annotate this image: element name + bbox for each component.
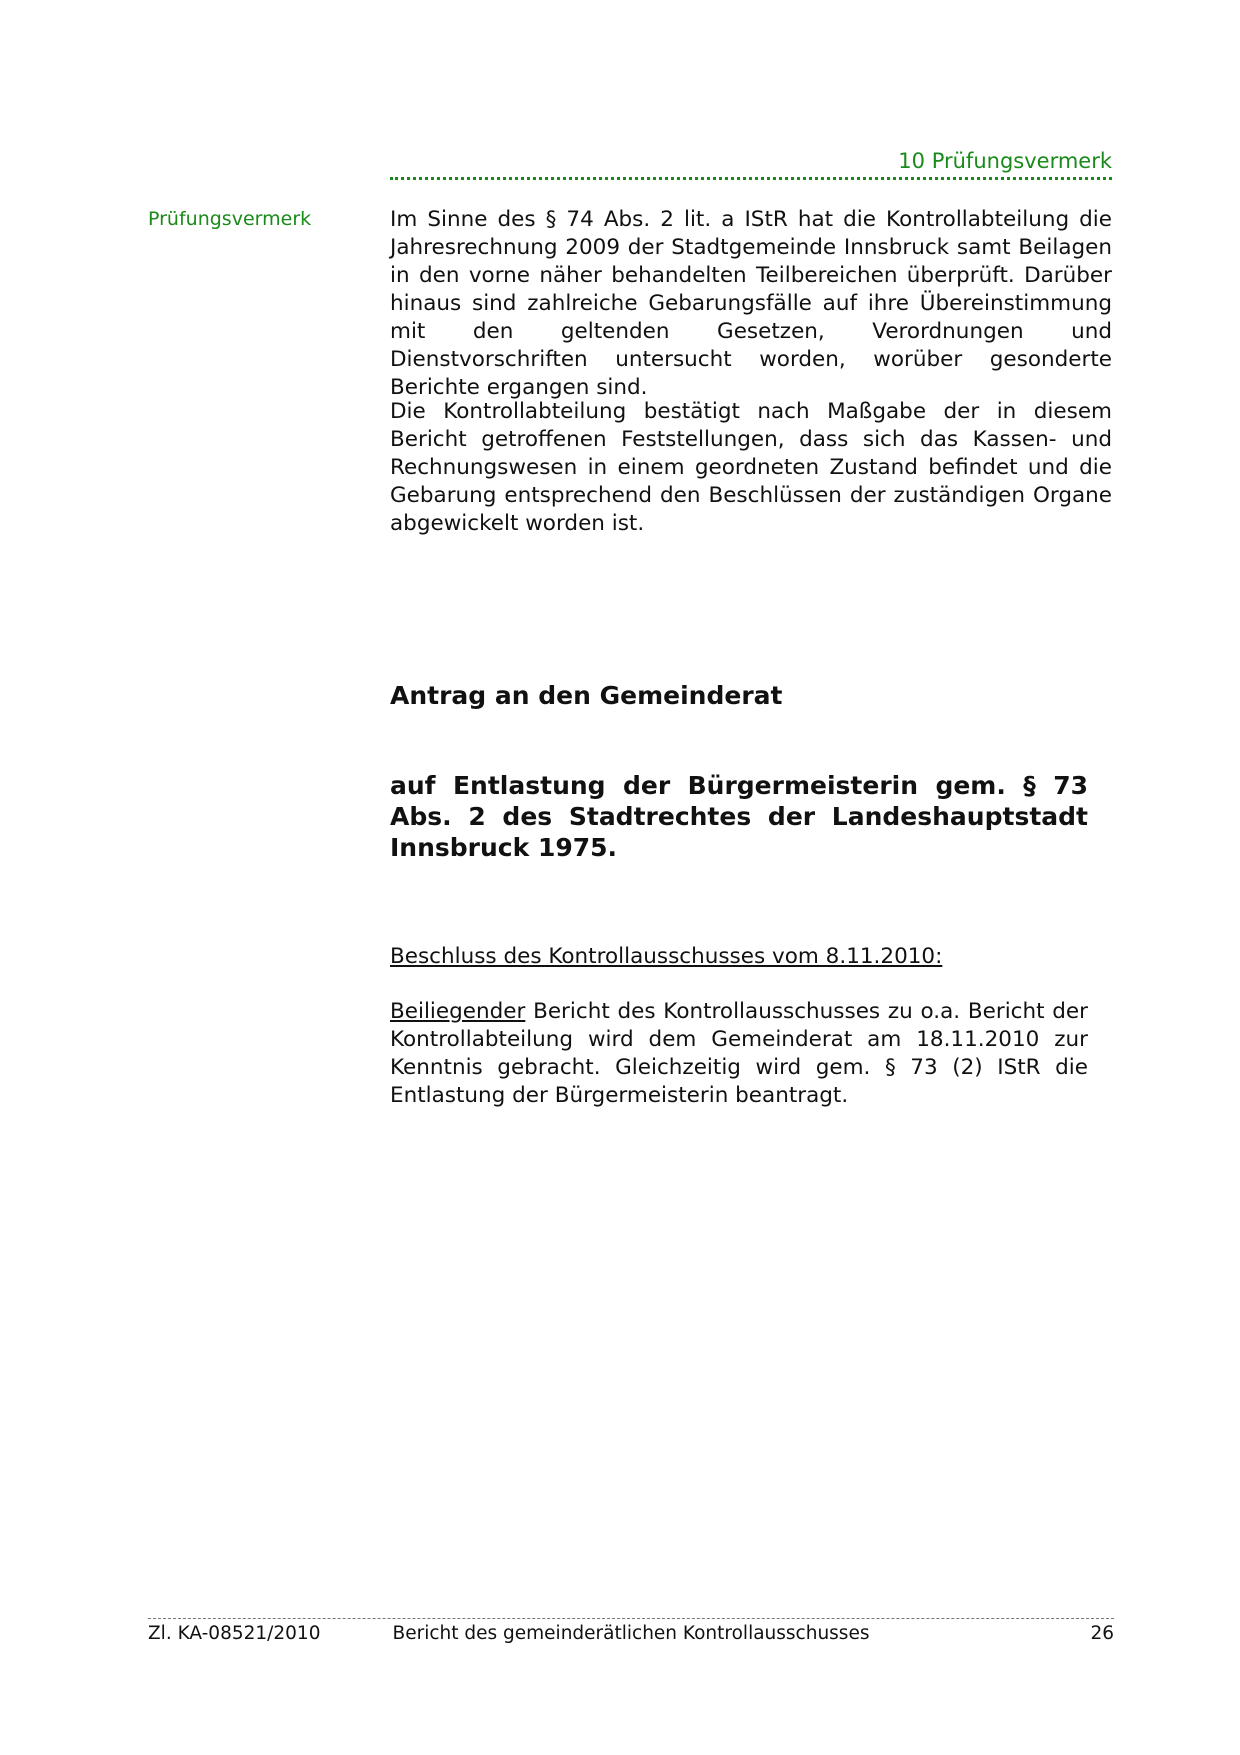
antrag-subheading: auf Entlastung der Bürgermeisterin gem. § 73 Abs. 2 des Stadtrechtes der Landeshauptstadt Innsbruck 1975. [390,771,1088,862]
beschluss-lead-word: Beiliegender [390,999,526,1024]
footer-reference-number: Zl. KA-08521/2010 [148,1623,321,1644]
paragraph-pruefung: Im Sinne des § 74 Abs. 2 lit. a IStR hat die Kontrollabteilung die Jahresrechnung 2009 der Stadtgemeinde Innsbruck samt Beilagen in den vorne näher behandelten Teilbereichen überprüft. Darüber hinaus sind zahlreiche Gebarungsfälle auf ihre Übereinstimmung mit den geltenden Gesetzen, Verordnungen und Dienstvorschriften untersucht worden, worüber gesonderte Berichte ergangen sind. [390,207,1112,400]
header-dotted-rule [390,177,1112,180]
footer-page-number: 26 [1090,1623,1114,1644]
footer-dashed-rule [148,1618,1114,1619]
paragraph-bestaetigung: Die Kontrollabteilung bestätigt nach Maßgabe der in diesem Bericht getroffenen Feststellungen, dass sich das Kassen- und Rechnungswesen in einem geordneten Zustand befindet und die Gebarung entsprechend den Beschlüssen der zuständigen Organe abgewickelt worden ist. [390,399,1112,536]
beschluss-text: Bericht des Kontrollausschusses zu o.a. Bericht der Kontrollabteilung wird dem Gemeinderat am 18.11.2010 zur Kenntnis gebracht. Gleichzeitig wird gem. § 73 (2) IStR die Entlastung der Bürgermeisterin beantragt. [390,999,1088,1108]
footer-report-title: Bericht des gemeinderätlichen Kontrollausschusses [392,1623,870,1644]
section-title: 10 Prüfungsvermerk [898,149,1112,173]
beschluss-title: Beschluss des Kontrollausschusses vom 8.11.2010: [390,944,943,969]
antrag-heading: Antrag an den Gemeinderat [390,681,783,710]
page-footer [148,1622,1114,1646]
margin-label: Prüfungsvermerk [148,208,312,230]
paragraph-beschluss [390,998,1088,1110]
